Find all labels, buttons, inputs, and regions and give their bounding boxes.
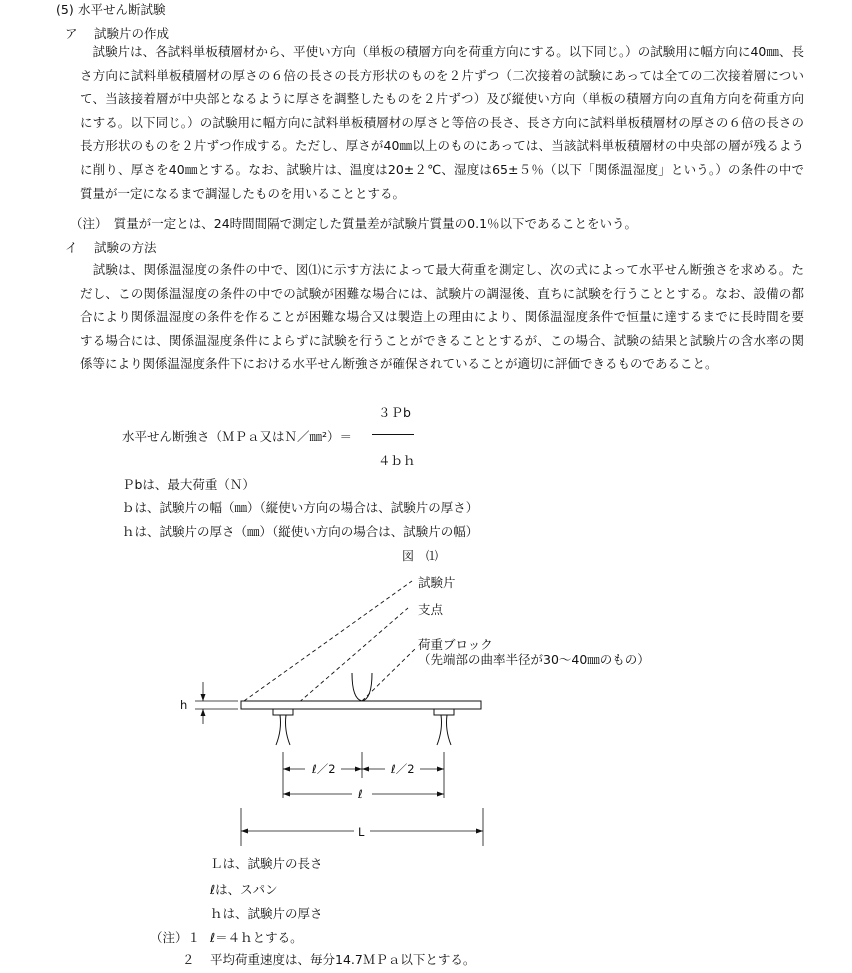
label-loading-block-note: （先端部の曲率半径が30～40㎜のもの）: [418, 652, 650, 667]
legend-span: ℓは、スパン: [210, 882, 278, 897]
part-a-note: （注） 質量が一定とは、24時間間隔で測定した質量差が試験片質量の0.1％以下であることをいう。: [70, 216, 638, 231]
section-title: 水平せん断試験: [78, 2, 166, 17]
part-i-marker: イ: [65, 240, 78, 255]
label-loading-block: 荷重ブロック: [418, 637, 493, 652]
support-right-pad: [434, 709, 454, 715]
leader-support: [289, 608, 408, 711]
leader-specimen: [244, 581, 412, 701]
definition-b: ｂは、試験片の幅（㎜）（縦使い方向の場合は、試験片の厚さ）: [122, 500, 479, 515]
dim-label-half-span-left: ℓ／2: [312, 762, 336, 776]
note-1-text: ℓ＝４ｈとする。: [210, 930, 303, 945]
loading-block: [352, 673, 372, 701]
part-i-body: 試験は、関係温湿度の条件の中で、図⑴に示す方法によって最大荷重を測定し、次の式によって水平せん断強さを求める。ただし、この関係温湿度の条件の中での試験が困難な場合には、試験片の調湿後、直ちに試験を行うこととする。なお、設備の都合により関係温湿度の条件を作ることが困難な場合又は製造上の理由により、関係温湿度条件で恒量に達するまでに長時間を要する場合には、関係温湿度条件によらずに試験を行うことができることとするが、この場合、試験の結果と試験片の含水率の関係等により関係温湿度条件下における水平せん断強さが確保されていることが適切に評価できるものであること。: [80, 262, 804, 372]
note-2-text: 平均荷重速度は、毎分14.7ＭＰａ以下とする。: [210, 952, 476, 967]
support-left-pad: [273, 709, 293, 715]
definition-pb: Ｐbは、最大荷重（Ｎ）: [122, 477, 255, 492]
specimen-beam: [241, 701, 481, 709]
label-specimen: 試験片: [418, 575, 456, 590]
dim-label-half-span-right: ℓ／2: [391, 762, 415, 776]
formula-denominator: ４ｂｈ: [378, 453, 416, 468]
part-a-marker: ア: [65, 26, 78, 41]
legend-thickness: ｈは、試験片の厚さ: [210, 906, 323, 921]
part-a-body: 試験片は、各試料単板積層材から、平使い方向（単板の積層方向を荷重方向にする。以下同じ。）の試験用に幅方向に40㎜、長さ方向に試料単板積層材の厚さの６倍の長さの長方形状のものを２片ずつ（二次接着の試験にあっては全ての二次接着層について、当該接着層が中央部となるように厚さを調整したものを２片ずつ）及び縦使い方向（単板の積層方向の直角方向を荷重方向にする。以下同じ。）の試験用に幅方向に試料単板積層材の厚さと等倍の長さ、長さ方向に試料単板積層材の厚さの６倍の長さの長方形状のものを２片ずつ作成する。ただし、厚さが40㎜以上のものにあっては、当該試料単板積層材の中央部の層が残るように削り、厚さを40㎜とする。なお、試験片は、温度は20±２℃、湿度は65±５％（以下「関係温湿度」という。）の条件の中で質量が一定になるまで調湿したものを用いることとする。: [80, 44, 804, 201]
formula-lhs: 水平せん断強さ（ＭＰａ又はＮ／㎜²）＝: [122, 429, 353, 444]
figure-caption: 図 ⑴: [402, 549, 439, 563]
part-i-heading: 試験の方法: [94, 240, 157, 255]
definition-h: ｈは、試験片の厚さ（㎜）（縦使い方向の場合は、試験片の幅）: [122, 524, 479, 539]
formula-numerator: ３Ｐb: [378, 405, 411, 420]
label-support: 支点: [418, 602, 444, 617]
legend-length: Ｌは、試験片の長さ: [210, 856, 323, 871]
section-number: (5): [56, 2, 74, 17]
dim-label-length: L: [358, 825, 365, 839]
note-2-marker: ２: [182, 952, 195, 967]
note-1-marker: （注）１: [150, 930, 201, 945]
dim-label-span: ℓ: [358, 787, 363, 801]
part-a-heading: 試験片の作成: [94, 26, 170, 41]
leader-block: [362, 648, 416, 701]
dim-label-h: h: [180, 698, 188, 712]
